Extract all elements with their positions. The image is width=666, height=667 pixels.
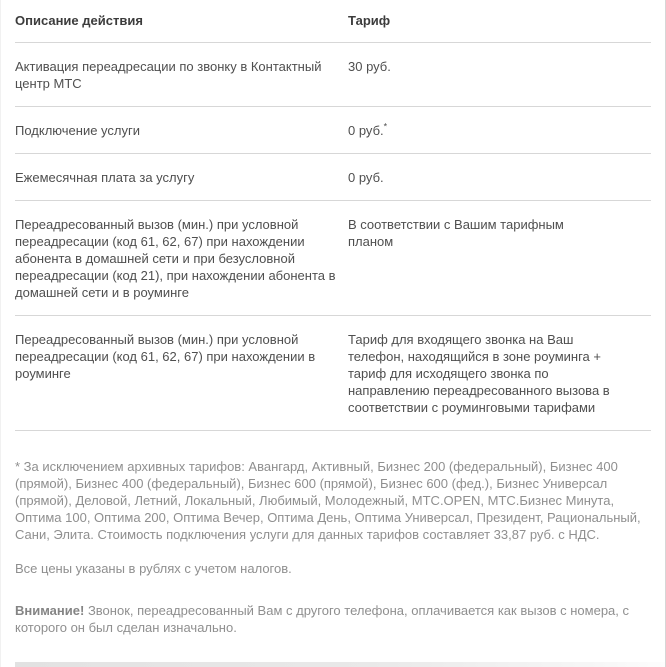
table-row-forwarded-roaming xyxy=(15,316,651,431)
action-text: Подключение услуги xyxy=(15,123,140,138)
action-cell xyxy=(15,331,348,382)
tariff-text: 0 руб. xyxy=(348,170,384,185)
table-header-row xyxy=(15,0,651,43)
prices-taxes-note: Все цены указаны в рублях с учетом налогов. xyxy=(15,561,292,576)
action-cell xyxy=(15,216,348,301)
archive-tariffs-footnote: * За исключением архивных тарифов: Авангард, Активный, Бизнес 200 (федеральный), Бизнес 400 (прямой), Бизнес 400 (федеральный), Бизнес 600 (прямой), Бизнес 600 (фед.), Бизнес Универсал (прямой), Деловой, Летний, Локальный, Любимый, Молодежный, МТС.OPEN, МТС.Бизнес Минута, Оптима 100, Оптима 200, Оптима Вечер, Оптима День, Оптима Универсал, Президент, Рациональный, Сани, Элита. Стоимость подключения услуги для данных тарифов составляет 33,87 руб. с НДС. xyxy=(15,459,641,542)
action-text: Переадресованный вызов (мин.) при условной переадресации (код 61, 62, 67) при нахождении в роуминге xyxy=(15,332,316,381)
table-row-activation xyxy=(15,43,651,107)
tariff-text: В соответствии с Вашим тарифным планом xyxy=(348,217,564,249)
tariff-text xyxy=(348,122,610,139)
action-cell xyxy=(15,122,348,139)
attention-label: Внимание! xyxy=(15,603,85,618)
tariff-table xyxy=(15,0,651,431)
next-section-divider xyxy=(15,662,665,667)
column-header-tariff xyxy=(348,12,651,29)
tariff-cell xyxy=(348,169,651,186)
attention-note xyxy=(15,602,651,636)
action-text: Ежемесячная плата за услугу xyxy=(15,170,195,185)
tariff-cell xyxy=(348,216,651,250)
attention-text: Звонок, переадресованный Вам с другого телефона, оплачивается как вызов с номера, с которого он был сделан изначально. xyxy=(15,603,630,635)
tariff-value: 0 руб. xyxy=(348,123,384,138)
table-row-forwarded-home xyxy=(15,201,651,316)
action-cell xyxy=(15,169,348,186)
table-row-connection xyxy=(15,107,651,154)
footnote-marker: * xyxy=(383,121,388,132)
tariff-cell xyxy=(348,58,651,75)
tariff-cell xyxy=(348,331,651,416)
tariff-cell xyxy=(348,122,651,139)
tariff-text: Тариф для входящего звонка на Ваш телефон, находящийся в зоне роуминга + тариф для исходящего звонка по направлению переадресованного вызова в соответствии с роуминговыми тарифами xyxy=(348,332,610,415)
action-cell xyxy=(15,58,348,92)
tariff-text: 30 руб. xyxy=(348,59,391,74)
column-header-tariff-label: Тариф xyxy=(348,13,391,28)
action-text: Переадресованный вызов (мин.) при условной переадресации (код 61, 62, 67) при нахождении абонента в домашней сети и при безусловной переадресации (код 21), при нахождении абонента в домашней сети и в роуминге xyxy=(15,217,336,300)
table-row-monthly-fee xyxy=(15,154,651,201)
column-header-action-label: Описание действия xyxy=(15,13,143,28)
column-header-action xyxy=(15,12,348,29)
action-text: Активация переадресации по звонку в Контактный центр МТС xyxy=(15,59,322,91)
